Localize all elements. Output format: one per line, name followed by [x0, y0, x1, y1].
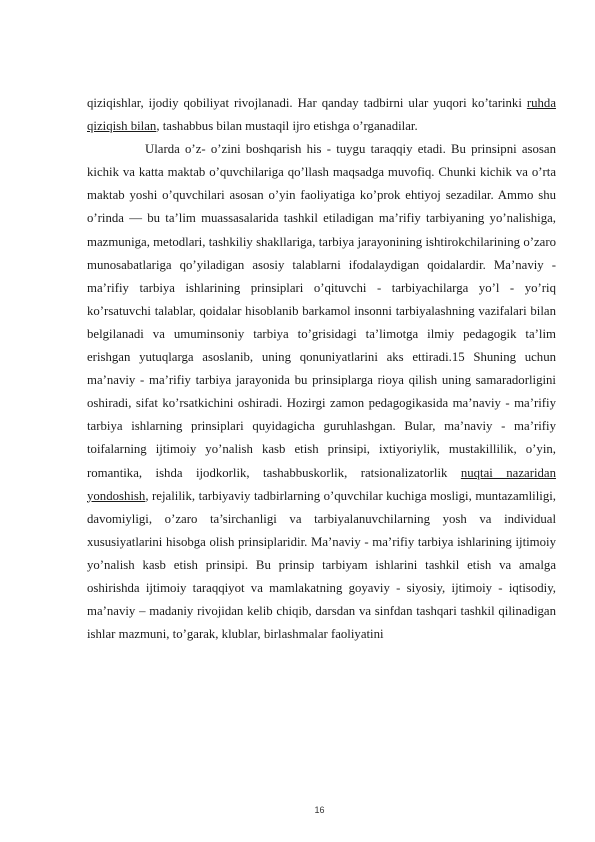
paragraph-1-text-end: , tashabbus bilan mustaqil ijro etishga o’rganadilar. — [156, 119, 418, 134]
underlined-phrase-2: nuqtai nazaridan yondoshish — [87, 465, 557, 503]
paragraph-2-text-start: Ularda o’z- o’zini boshqarish his - tuygu taraqqiy etadi. Bu prinsipni asosan kichik va katta maktab o’quvchilariga qo’llash maqsadga muvofiq. Chunki kichik va o’rta maktab yoshi o’quvchilari asosan o’yin faoliyatiga ko’prok ehtiyoj sezadilar. Ammo shu o’rinda — bu ta’lim muassasalarida tashkil etiladigan ma’rifiy tarbiyaning yo’nalishiga, mazmuniga, metodlari, tashkiliy shakllariga, tarbiya jarayonining ishtirokchilarining o’zaro munosabatlariga qo’yiladigan asosiy talablarni ifodalaydigan qoidalardir. Ma’naviy - ma’rifiy tarbiya ishlarining prinsiplari o’qituvchi - tarbiyachilarga yo’l - yo’riq ko’rsatuvchi talablar, qoidalar hisoblanib barkamol insonni tarbiyalashning vazifalari bilan belgilanadi va umuminsoniy tarbiya to’grisidagi ta’limotga ilmiy pedagogik ta’lim erishgan yutuqlarga asoslanib, uning qonuniyatlarini aks ettiradi.15 Shuning uchun ma’naviy - ma’rifiy tarbiya jarayonida bu prinsiplarga rioya qilish uning samaradorligini oshiradi, sifat ko’rsatkichini oshiradi. Hozirgi zamon pedagogikasida ma’naviy - ma’rifiy tarbiya ishlarning prinsiplari quyidagicha guruhlashgan. Bular, ma’naviy - ma’rifiy toifalarning ijtimoiy yo’nalish kasb etish prinsipi, ixtiyoriylik, mustakillilik, o’yin, romantika, ishda ijodkorlik, tashabbuskorlik, ratsionalizatorlik — [87, 142, 556, 480]
paragraph-2 — [87, 138, 556, 646]
page-number: 16 — [314, 805, 325, 815]
paragraph-1-text-start: qiziqishlar, ijodiy qobiliyat rivojlanadi. Har qanday tadbirni ular yuqori ko’tarinki — [87, 96, 527, 110]
paragraph-2-text-end: , rejalilik, tarbiyaviy tadbirlarning o’quvchilar kuchiga mosligi, muntazamliligi, davomiyligi, o’zaro ta’sirchanligi va tarbiyalanuvchilarning yosh va individual xususiyatlarini hisobga olish prinsiplaridir. Ma’naviy - ma’rifiy tarbiya ishlarining ijtimoiy yo’nalish kasb etish prinsipi. Bu prinsip tarbiyam ishlarini tashkil etish va amalga oshirishda ijtimoiy taraqqiyot va mamlakatning goyaviy - siyosiy, ijtimoiy - iqtisodiy, ma’naviy – madaniy rivojidan kelib chiqib, darsdan va sinfdan tashqari tashkil qilinadigan ishlar mazmuni, to’garak, klublar, birlashmalar faoliyatini — [87, 488, 556, 642]
underlined-phrase-1: ruhda qiziqish bilan — [87, 96, 556, 134]
document-page — [87, 92, 556, 646]
paragraph-1 — [87, 92, 556, 138]
